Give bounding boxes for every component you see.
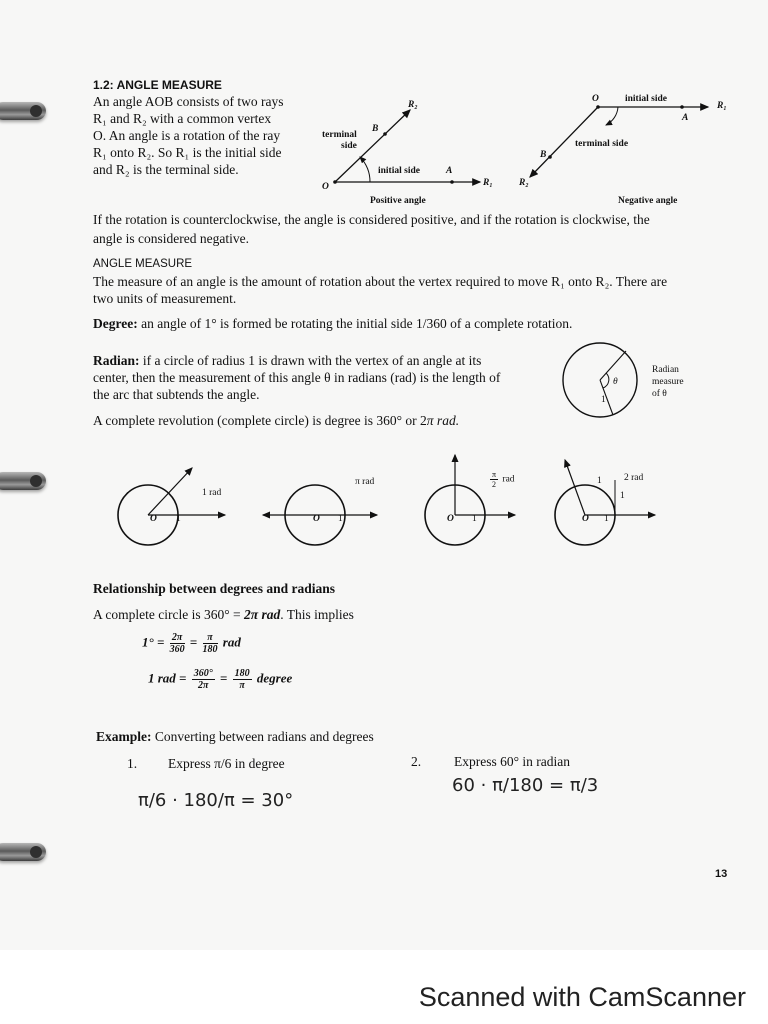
circle3-label: $\frac{\pi}{2}$ rad: [492, 470, 515, 489]
theta-label: θ: [613, 377, 618, 387]
label-initial-side: initial side: [625, 94, 667, 104]
radian-text: center, then the measurement of this angle θ in radians (rad) is the length of: [93, 370, 501, 385]
radian-definition: [93, 352, 481, 369]
degree-text: an angle of 1° is formed be rotating the initial side 1/360 of a complete rotation.: [137, 316, 573, 331]
rotation-text: angle is considered negative.: [93, 231, 249, 246]
radian-measure-label: of θ: [652, 389, 667, 399]
label-b: B: [540, 150, 547, 160]
circle4-label: 2 rad: [624, 473, 644, 483]
intro-line: An angle AOB consists of two rays: [93, 94, 284, 109]
relationship-heading: Relationship between degrees and radians: [93, 581, 336, 596]
measure-text: The measure of an angle is the amount of rotation about the vertex required to move R₁ onto R₂. There are: [93, 274, 668, 289]
circle2-label: π rad: [355, 477, 375, 487]
circle3-o: O: [447, 514, 454, 524]
question-1-text: Express π/6 in degree: [168, 756, 285, 771]
handwritten-answer-2: 60 · π/180 = π/3: [452, 775, 599, 796]
question-2-text: Express 60° in radian: [454, 754, 570, 769]
label-initial-side: initial side: [378, 166, 420, 176]
label-r1: R₁: [717, 101, 727, 111]
radian-text: the arc that subtends the angle.: [93, 387, 260, 402]
circle4-one-c: 1: [620, 491, 625, 501]
circle4-one: 1: [604, 514, 609, 524]
example-line: Example: Converting between radians and degrees: [96, 729, 374, 744]
equation-degree: 1° = $\frac{2\pi}{360}$ = $\frac{\pi}{180}$ rad: [142, 632, 241, 655]
complete-circle-text: A complete circle is 360° = 2π rad. This implies: [93, 607, 354, 622]
handwritten-answer-1: π/6 · 180/π = 30°: [138, 790, 294, 811]
label-a: A: [682, 113, 689, 123]
intro-line: O. An angle is a rotation of the ray: [93, 128, 281, 143]
camscanner-watermark: Scanned with CamScanner: [418, 982, 746, 1012]
radian-examples-row: [115, 450, 675, 550]
rotation-text: If the rotation is counterclockwise, the angle is considered positive, and if the rotation is clockwise, the: [93, 212, 650, 227]
degree-definition: [93, 315, 572, 332]
radian-text: if a circle of radius 1 is drawn with the vertex of an angle at its: [139, 353, 482, 368]
section-heading: 1.2: ANGLE MEASURE: [93, 78, 222, 92]
radian-measure-label: Radian: [652, 365, 679, 375]
intro-line: and R₂ is the terminal side.: [93, 162, 239, 177]
label-side: side: [341, 141, 357, 151]
label-o: O: [592, 94, 599, 104]
circle2-one: 1: [338, 514, 343, 524]
label-terminal-side: terminal side: [575, 139, 629, 149]
label-r2: R₂: [519, 178, 529, 188]
radius-label: 1: [601, 395, 606, 405]
circle1-label: 1 rad: [202, 488, 222, 498]
binder-ring: [0, 843, 46, 861]
binder-ring: [0, 472, 46, 490]
negative-angle-caption: Negative angle: [618, 196, 678, 206]
label-a: A: [446, 166, 453, 176]
circle1-one: 1: [176, 514, 181, 524]
intro-line: R₁ onto R₂. So R₁ is the initial side: [93, 145, 282, 160]
radian-label: Radian:: [93, 353, 140, 368]
equation-radian: 1 rad = $\frac{360^\circ}{2\pi}$ = $\frac{180}{\pi}$ degree: [148, 668, 293, 691]
measure-text: two units of measurement.: [93, 291, 237, 306]
question-1-number: 1.: [127, 756, 138, 771]
label-r1: R₁: [483, 178, 493, 188]
circle4-one-b: 1: [597, 476, 602, 486]
positive-angle-caption: Positive angle: [370, 196, 426, 206]
circle3-one: 1: [472, 514, 477, 524]
label-r2: R₂: [408, 100, 418, 110]
binder-ring: [0, 102, 46, 120]
intro-line: R₁ and R₂ with a common vertex: [93, 111, 272, 126]
label-o: O: [322, 182, 329, 192]
label-terminal: terminal: [322, 130, 357, 140]
angle-measure-heading: ANGLE MEASURE: [93, 258, 193, 270]
circle2-o: O: [313, 514, 320, 524]
radian-measure-diagram: [548, 340, 648, 420]
circle4-o: O: [582, 514, 589, 524]
radian-measure-label: measure: [652, 377, 684, 387]
revolution-text: A complete revolution (complete circle) is degree is 360° or 2π rad.: [93, 413, 460, 428]
degree-label: Degree:: [93, 316, 138, 331]
page-number: 13: [715, 868, 728, 880]
scanner-footer: [0, 980, 768, 1024]
label-b: B: [372, 124, 379, 134]
circle1-o: O: [150, 514, 157, 524]
question-2-number: 2.: [411, 754, 422, 769]
